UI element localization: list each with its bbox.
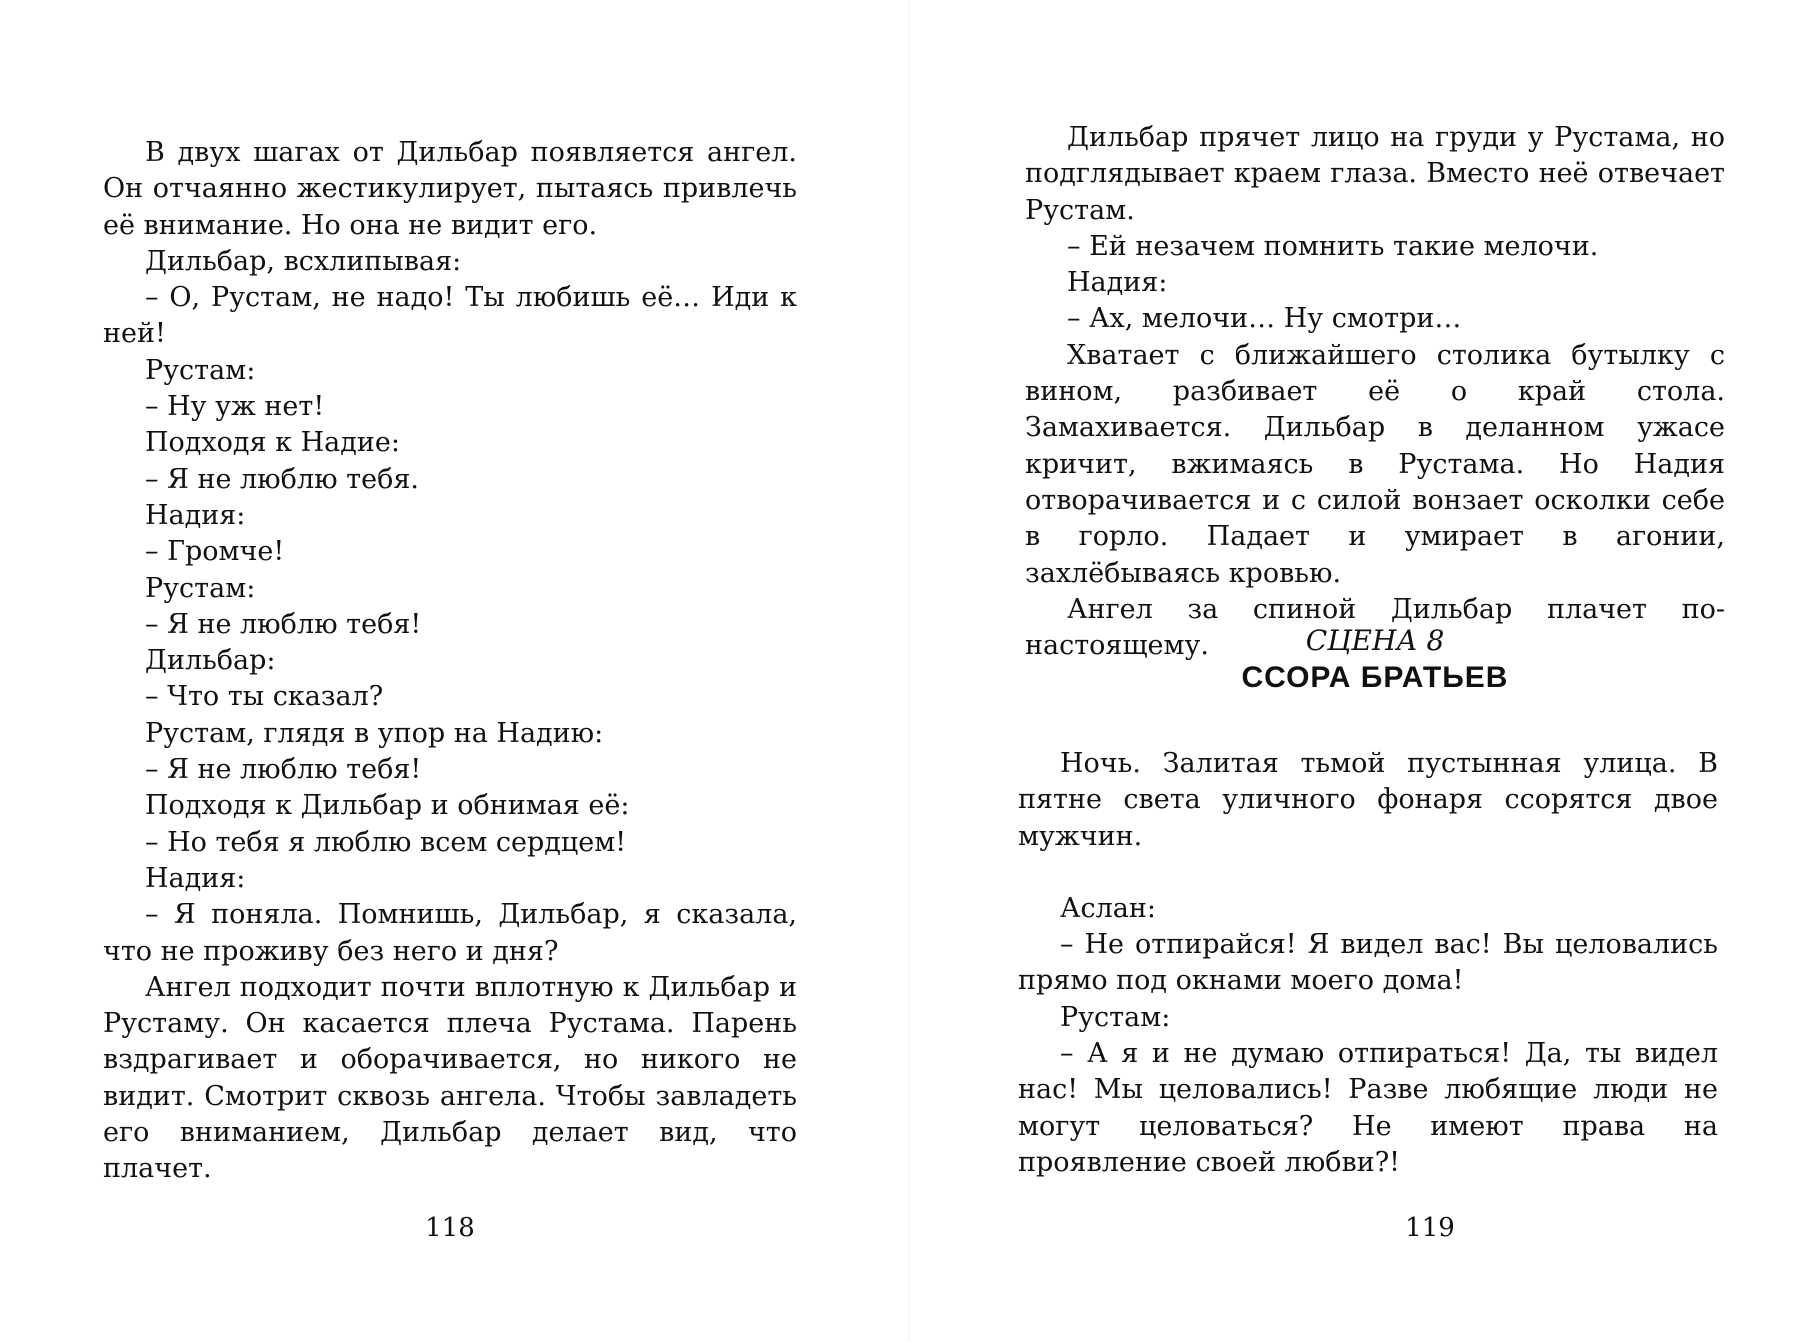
speaker-line: Рустам: [145, 572, 256, 604]
dialogue-line: – Громче! [145, 536, 285, 568]
dialogue-line: – А я и не думаю отпираться! Да, ты видел нас! Мы целовались! Разве любящие люди не могут целоваться? Не имеют права на проявление своей любви?! [1018, 1038, 1718, 1178]
right-page [910, 0, 1819, 1342]
dialogue-line: – Я не люблю тебя! [145, 754, 422, 786]
left-page [0, 0, 909, 1342]
speaker-line: Дильбар: [145, 645, 276, 677]
dialogue-line: – Но тебя я люблю всем сердцем! [145, 826, 627, 858]
scene-intro: Ночь. Залитая тьмой пустынная улица. В пятне света уличного фонаря ссорятся двое мужчин. [1018, 748, 1718, 852]
stage-line: Подходя к Дильбар и обнимая её: [145, 790, 630, 822]
page-number: 118 [425, 1213, 475, 1243]
paragraph: В двух шагах от Дильбар появляется ангел. Он отчаянно жестикулирует, пытаясь привлечь её внимание. Но она не видит его. [103, 137, 797, 241]
dialogue-line: – Не отпирайся! Я видел вас! Вы целовались прямо под окнами моего дома! [1018, 929, 1718, 997]
left-page-text [103, 135, 797, 1188]
speaker-line: Аслан: [1060, 892, 1156, 924]
stage-line: Дильбар, всхлипывая: [145, 245, 462, 277]
paragraph: Ангел подходит почти вплотную к Дильбар и Рустаму. Он касается плеча Рустама. Парень вздрагивает и оборачивается, но никого не видит. Смотрит сквозь ангела. Чтобы завладеть его вниманием, Дильбар делает вид, что плачет. [103, 971, 797, 1185]
paragraph: Ангел за спиной Дильбар плачет по-настоящему. [1025, 593, 1725, 662]
paragraph: Дильбар прячет лицо на груди у Рустама, но подглядывает краем глаза. Вместо неё отвечает Рустам. [1025, 122, 1725, 226]
scene-title: ССОРА БРАТЬЕВ [1241, 661, 1509, 694]
speaker-line: Надия: [1067, 267, 1168, 299]
scene-text [1018, 746, 1718, 1181]
right-page-top-text [1025, 120, 1725, 664]
speaker-line: Надия: [145, 499, 246, 531]
dialogue-line: – Я поняла. Помнишь, Дильбар, я сказала, что не проживу без него и дня? [103, 899, 797, 967]
speaker-line: Надия: [145, 862, 246, 894]
dialogue-line: – Ах, мелочи… Ну смотри… [1067, 303, 1462, 335]
speaker-line: Рустам: [1060, 1001, 1171, 1033]
dialogue-line: – Я не люблю тебя! [145, 608, 422, 640]
paragraph: Хватает с ближайшего столика бутылку с вином, разбивает её о край стола. Замахивается. Дильбар в деланном ужасе кричит, вжимаясь в Рустама. Но Надия отворачивается и с силой вонзает осколки себе в горло. Падает и умирает в агонии, захлёбываясь кровью. [1025, 339, 1725, 589]
scene-number: СЦЕНА 8 [1305, 624, 1445, 657]
stage-line: Подходя к Надие: [145, 427, 400, 459]
dialogue-line: – Ну уж нет! [145, 391, 325, 423]
dialogue-line: – Я не люблю тебя. [145, 463, 419, 495]
blank-line [1018, 855, 1718, 891]
dialogue-line: – Что ты сказал? [145, 681, 384, 713]
dialogue-line: – О, Рустам, не надо! Ты любишь её… Иди к ней! [103, 282, 797, 350]
page-number: 119 [1405, 1213, 1455, 1243]
speaker-line: Рустам: [145, 354, 256, 386]
stage-line: Рустам, глядя в упор на Надию: [145, 717, 604, 749]
dialogue-line: – Ей незачем помнить такие мелочи. [1067, 230, 1599, 262]
